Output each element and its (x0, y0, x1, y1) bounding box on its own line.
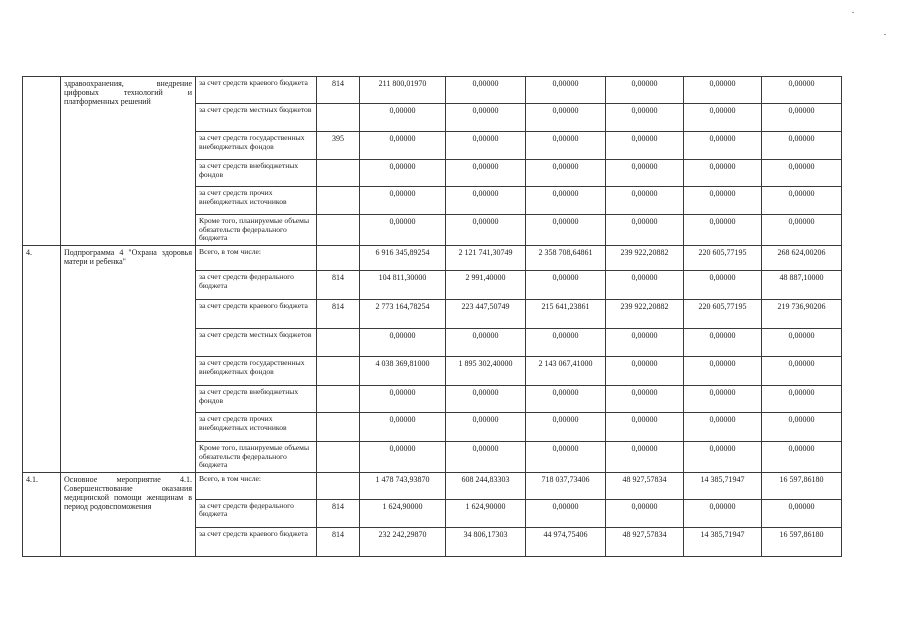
amount-cell: 14 385,71947 (684, 527, 762, 556)
amount-cell: 239 922,20882 (606, 300, 684, 329)
funding-source-label: за счет средств государственных внебюджетных фондов (196, 132, 317, 160)
amount-cell: 14 385,71947 (684, 472, 762, 499)
amount-cell: 0,00000 (526, 104, 606, 132)
amount-cell: 0,00000 (606, 160, 684, 187)
scan-speck (884, 34, 886, 35)
group-name: Подпрограмма 4 "Охрана здоровья матери и ребенка" (61, 246, 196, 473)
funding-source-label: за счет средств краевого бюджета (196, 300, 317, 329)
amount-cell: 0,00000 (762, 187, 842, 215)
amount-cell: 0,00000 (684, 160, 762, 187)
amount-cell: 0,00000 (446, 187, 526, 215)
amount-cell: 0,00000 (360, 215, 446, 246)
amount-cell: 0,00000 (684, 329, 762, 357)
funding-source-label: за счет средств краевого бюджета (196, 77, 317, 104)
amount-cell: 0,00000 (606, 442, 684, 473)
table-row (23, 246, 842, 271)
table-row (23, 472, 842, 499)
amount-cell: 2 991,40000 (446, 271, 526, 300)
amount-cell: 0,00000 (526, 215, 606, 246)
funding-source-label: за счет средств прочих внебюджетных источников (196, 187, 317, 215)
group-number (23, 77, 61, 246)
table-row (23, 77, 842, 104)
amount-cell: 0,00000 (446, 104, 526, 132)
funding-source-label: Кроме того, планируемые объемы обязательств федерального бюджета (196, 215, 317, 246)
amount-cell: 6 916 345,89254 (360, 246, 446, 271)
amount-cell: 0,00000 (762, 499, 842, 527)
amount-cell: 0,00000 (606, 357, 684, 386)
budget-code (317, 413, 360, 442)
budget-code (317, 329, 360, 357)
amount-cell: 0,00000 (446, 160, 526, 187)
amount-cell: 0,00000 (360, 160, 446, 187)
funding-source-label: Всего, в том числе: (196, 246, 317, 271)
funding-source-label: за счет средств прочих внебюджетных источников (196, 413, 317, 442)
budget-code: 814 (317, 300, 360, 329)
funding-source-label: за счет средств внебюджетных фондов (196, 386, 317, 413)
amount-cell: 1 624,90000 (360, 499, 446, 527)
amount-cell: 0,00000 (684, 442, 762, 473)
amount-cell: 16 597,86180 (762, 472, 842, 499)
amount-cell: 34 806,17303 (446, 527, 526, 556)
amount-cell: 0,00000 (684, 271, 762, 300)
amount-cell: 0,00000 (606, 499, 684, 527)
budget-code (317, 160, 360, 187)
amount-cell: 219 736,90206 (762, 300, 842, 329)
amount-cell: 0,00000 (762, 442, 842, 473)
amount-cell: 16 597,86180 (762, 527, 842, 556)
budget-code (317, 246, 360, 271)
amount-cell: 0,00000 (762, 132, 842, 160)
amount-cell: 48 927,57834 (606, 472, 684, 499)
group-number: 4. (23, 246, 61, 473)
amount-cell: 0,00000 (526, 132, 606, 160)
amount-cell: 0,00000 (606, 413, 684, 442)
funding-source-label: за счет средств местных бюджетов (196, 329, 317, 357)
budget-code (317, 472, 360, 499)
budget-code (317, 104, 360, 132)
amount-cell: 0,00000 (684, 499, 762, 527)
funding-source-label: за счет средств краевого бюджета (196, 527, 317, 556)
amount-cell: 0,00000 (684, 104, 762, 132)
group-name: здравоохранения, внедрение цифровых технологий и платформенных решений (61, 77, 196, 246)
amount-cell: 1 624,90000 (446, 499, 526, 527)
amount-cell: 0,00000 (684, 413, 762, 442)
budget-code: 814 (317, 527, 360, 556)
amount-cell: 0,00000 (526, 499, 606, 527)
amount-cell: 1 895 302,40000 (446, 357, 526, 386)
amount-cell: 0,00000 (606, 215, 684, 246)
amount-cell: 0,00000 (684, 357, 762, 386)
amount-cell: 0,00000 (762, 329, 842, 357)
amount-cell: 0,00000 (446, 413, 526, 442)
budget-code (317, 442, 360, 473)
funding-source-label: за счет средств государственных внебюджетных фондов (196, 357, 317, 386)
amount-cell: 0,00000 (526, 442, 606, 473)
amount-cell: 48 887,10000 (762, 271, 842, 300)
budget-code (317, 386, 360, 413)
amount-cell: 0,00000 (762, 386, 842, 413)
budget-code: 814 (317, 499, 360, 527)
amount-cell: 0,00000 (606, 104, 684, 132)
amount-cell: 608 244,83303 (446, 472, 526, 499)
amount-cell: 0,00000 (762, 357, 842, 386)
amount-cell: 211 800,01970 (360, 77, 446, 104)
amount-cell: 0,00000 (446, 386, 526, 413)
amount-cell: 0,00000 (526, 160, 606, 187)
budget-code: 814 (317, 271, 360, 300)
funding-source-label: за счет средств федерального бюджета (196, 499, 317, 527)
amount-cell: 220 605,77195 (684, 300, 762, 329)
amount-cell: 718 037,73406 (526, 472, 606, 499)
amount-cell: 0,00000 (360, 413, 446, 442)
amount-cell: 2 143 067,41000 (526, 357, 606, 386)
amount-cell: 239 922,20882 (606, 246, 684, 271)
amount-cell: 0,00000 (762, 160, 842, 187)
amount-cell: 232 242,29870 (360, 527, 446, 556)
amount-cell: 0,00000 (360, 187, 446, 215)
amount-cell: 0,00000 (684, 215, 762, 246)
amount-cell: 0,00000 (684, 132, 762, 160)
amount-cell: 0,00000 (446, 215, 526, 246)
amount-cell: 48 927,57834 (606, 527, 684, 556)
amount-cell: 0,00000 (360, 386, 446, 413)
amount-cell: 0,00000 (606, 77, 684, 104)
amount-cell: 220 605,77195 (684, 246, 762, 271)
amount-cell: 0,00000 (360, 104, 446, 132)
scan-speck (852, 12, 854, 13)
amount-cell: 4 038 369,81000 (360, 357, 446, 386)
budget-table (22, 76, 842, 557)
amount-cell: 0,00000 (684, 187, 762, 215)
amount-cell: 0,00000 (684, 77, 762, 104)
amount-cell: 1 478 743,93870 (360, 472, 446, 499)
budget-code: 814 (317, 77, 360, 104)
amount-cell: 0,00000 (526, 329, 606, 357)
amount-cell: 0,00000 (606, 271, 684, 300)
group-number: 4.1. (23, 472, 61, 556)
amount-cell: 0,00000 (606, 132, 684, 160)
amount-cell: 0,00000 (762, 104, 842, 132)
amount-cell: 0,00000 (762, 77, 842, 104)
amount-cell: 0,00000 (684, 386, 762, 413)
group-name: Основное мероприятие 4.1. Совершенствование оказания медицинской помощи женщинам в период родовспоможения (61, 472, 196, 556)
funding-source-label: Всего, в том числе: (196, 472, 317, 499)
amount-cell: 268 624,00206 (762, 246, 842, 271)
amount-cell: 0,00000 (762, 413, 842, 442)
amount-cell: 215 641,23861 (526, 300, 606, 329)
amount-cell: 223 447,50749 (446, 300, 526, 329)
amount-cell: 0,00000 (360, 329, 446, 357)
funding-source-label: за счет средств федерального бюджета (196, 271, 317, 300)
budget-code (317, 215, 360, 246)
budget-code: 395 (317, 132, 360, 160)
amount-cell: 104 811,30000 (360, 271, 446, 300)
budget-table-body (23, 77, 842, 557)
funding-source-label: Кроме того, планируемые объемы обязательств федерального бюджета (196, 442, 317, 473)
amount-cell: 0,00000 (606, 329, 684, 357)
amount-cell: 0,00000 (606, 386, 684, 413)
amount-cell: 2 121 741,30749 (446, 246, 526, 271)
amount-cell: 0,00000 (762, 215, 842, 246)
funding-source-label: за счет средств внебюджетных фондов (196, 160, 317, 187)
amount-cell: 2 358 708,64861 (526, 246, 606, 271)
amount-cell: 0,00000 (446, 329, 526, 357)
budget-code (317, 187, 360, 215)
amount-cell: 0,00000 (446, 77, 526, 104)
amount-cell: 0,00000 (526, 187, 606, 215)
amount-cell: 0,00000 (446, 132, 526, 160)
amount-cell: 0,00000 (446, 442, 526, 473)
budget-code (317, 357, 360, 386)
amount-cell: 2 773 164,78254 (360, 300, 446, 329)
amount-cell: 0,00000 (360, 132, 446, 160)
amount-cell: 44 974,75406 (526, 527, 606, 556)
funding-source-label: за счет средств местных бюджетов (196, 104, 317, 132)
amount-cell: 0,00000 (360, 442, 446, 473)
amount-cell: 0,00000 (526, 77, 606, 104)
amount-cell: 0,00000 (526, 271, 606, 300)
amount-cell: 0,00000 (526, 413, 606, 442)
amount-cell: 0,00000 (606, 187, 684, 215)
amount-cell: 0,00000 (526, 386, 606, 413)
